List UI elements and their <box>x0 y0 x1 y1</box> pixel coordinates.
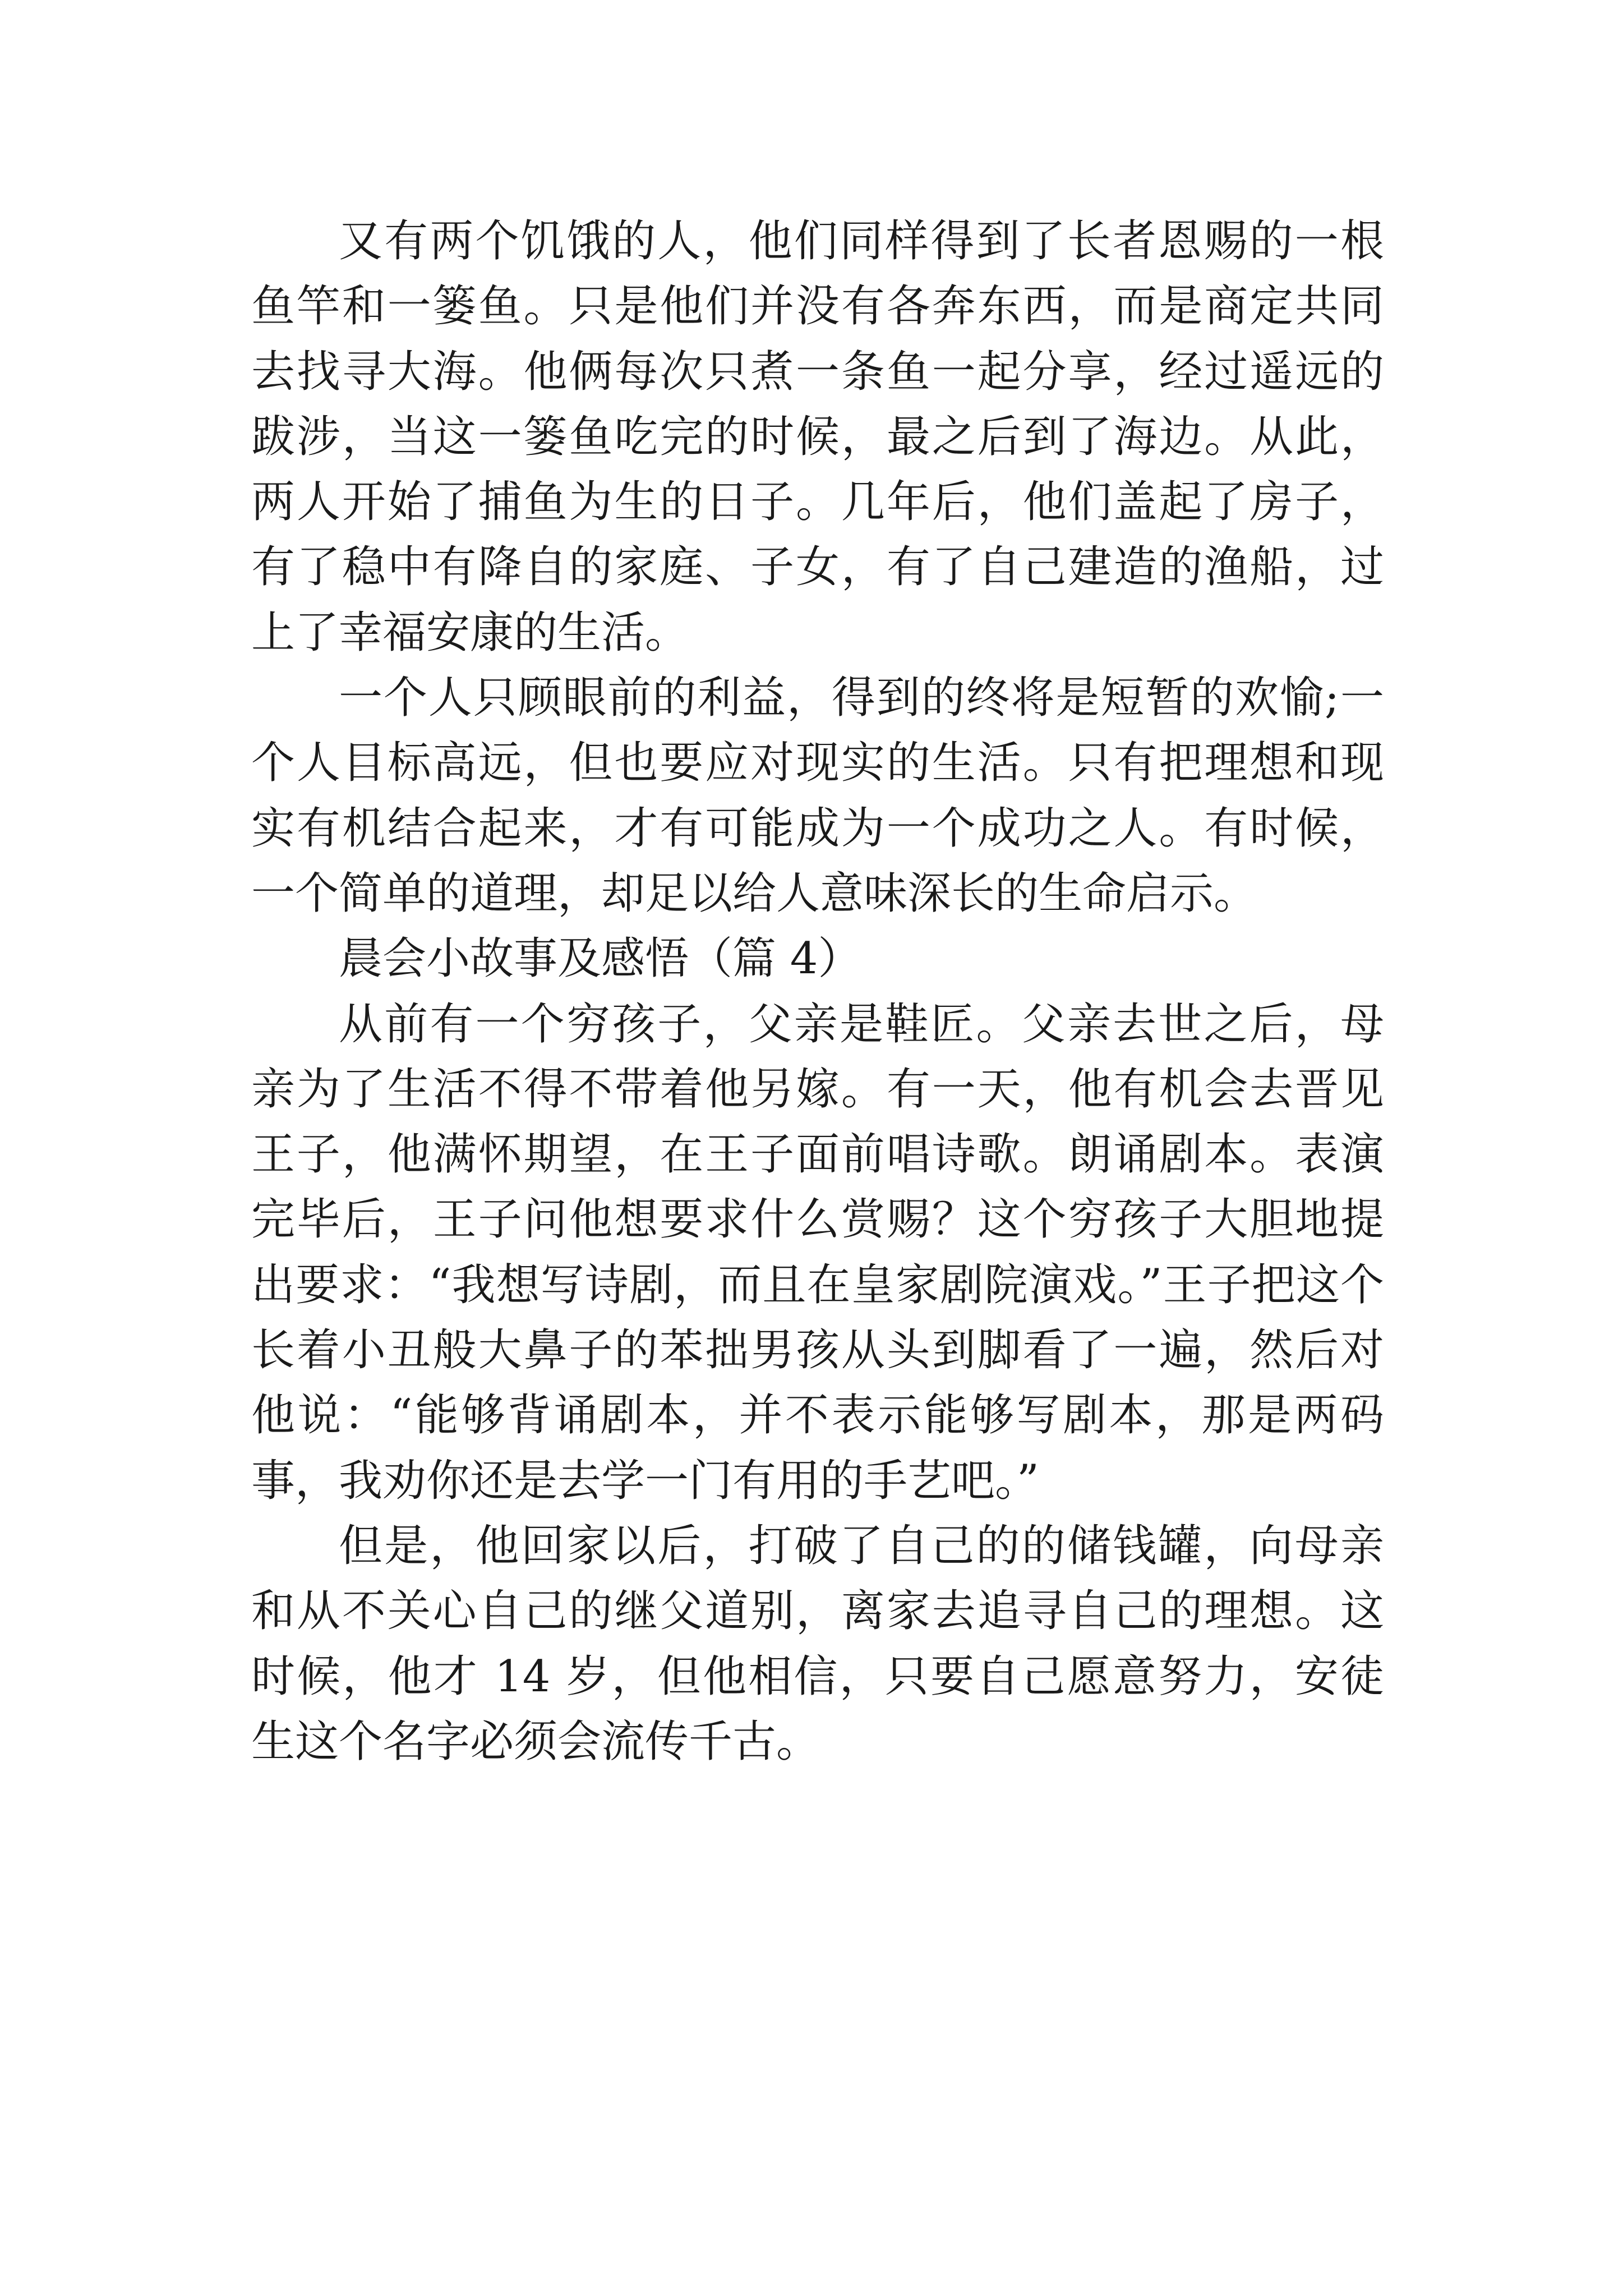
paragraph-andersen: 但是，他回家以后，打破了自己的的储钱罐，向母亲和从不关心自己的继父道别，离家去追寻自己的理想。这时候，他才 14 岁，但他相信，只要自己愿意努力，安徒生这个名字必须会流传千古。 <box>251 1520 1384 1767</box>
document-body <box>251 209 1384 1774</box>
section-heading: 晨会小故事及感悟（篇 4） <box>339 933 862 984</box>
paragraph-poor-boy: 从前有一个穷孩子，父亲是鞋匠。父亲去世之后，母亲为了生活不得不带着他另嫁。有一天，他有机会去晋见王子，他满怀期望，在王子面前唱诗歌。朗诵剧本。表演完毕后，王子问他想要求什么赏赐？这个穷孩子大胆地提出要求：“我想写诗剧，而且在皇家剧院演戏。”王子把这个长着小丑般大鼻子的苯拙男孩从头到脚看了一遍，然后对他说：“能够背诵剧本，并不表示能够写剧本，那是两码事，我劝你还是去学一门有用的手艺吧。” <box>251 999 1384 1506</box>
paragraph-lesson: 一个人只顾眼前的利益，得到的终将是短暂的欢愉;一个人目标高远，但也要应对现实的生活。只有把理想和现实有机结合起来，才有可能成为一个成功之人。有时候，一个简单的道理，却足以给人意味深长的生命启示。 <box>251 673 1384 919</box>
paragraph-fishermen: 又有两个饥饿的人，他们同样得到了长者恩赐的一根鱼竿和一篓鱼。只是他们并没有各奔东西，而是商定共同去找寻大海。他俩每次只煮一条鱼一起分享，经过遥远的跋涉，当这一篓鱼吃完的时候，最之后到了海边。从此，两人开始了捕鱼为生的日子。几年后，他们盖起了房子，有了稳中有降自的家庭、子女，有了自己建造的渔船，过上了幸福安康的生活。 <box>251 216 1384 658</box>
